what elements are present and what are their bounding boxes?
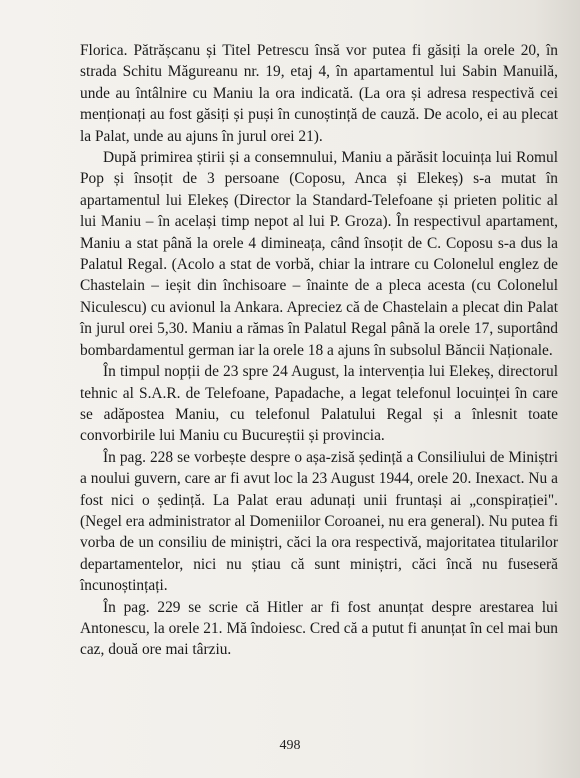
page-number: 498 — [279, 738, 301, 753]
paragraph-1: Florica. Pătrășcanu și Titel Petrescu însă vor putea fi găsiți la orele 20, în strada Schitu Măgureanu nr. 19, etaj 4, în apartamentul lui Sabin Manuilă, unde au întâlnire cu Maniu la ora indicată. (La ora și adresa respectivă cei menționați au fost găsiți și puși în cunoștință de cauză. De acolo, ei au plecat la Palat, unde au ajuns în jurul orei 21). — [80, 42, 558, 145]
body-text — [80, 40, 558, 661]
paragraph-3: În timpul nopții de 23 spre 24 August, la intervenția lui Elekeș, directorul tehnic al S.A.R. de Telefoane, Papadache, a legat telefonul locuinței în care se adăpostea Maniu, cu telefonul Palatului Regal și a înlesnit toate convorbirile lui Maniu cu Bucureștii și provincia. — [80, 363, 558, 445]
paragraph-4: În pag. 228 se vorbește despre o așa-zisă ședință a Consiliului de Miniștri a noului guvern, care ar fi avut loc la 23 August 1944, orele 20. Inexact. Nu a fost nici o ședință. La Palat erau adunați unii fruntași ai „conspirației". (Negel era administrator al Domeniilor Coroanei, nu era general). Nu putea fi vorba de un consiliu de miniștri, căci la ora respectivă, majoritatea titularilor departamentelor, nici nu știau că sunt miniștri, căci încă nu fuseseră încunoștințați. — [80, 448, 558, 595]
paragraph-2: După primirea știrii și a consemnului, Maniu a părăsit locuința lui Romul Pop și însoțit de 3 persoane (Coposu, Anca și Elekeș) s-a mutat în apartamentul lui Elekeș (Director la Standard-Telefoane și prieten politic al lui Maniu – în același timp nepot al lui P. Groza). În respectivul apartament, Maniu a stat până la orele 4 dimineața, când însoțit de C. Coposu s-a dus la Palatul Regal. (Acolo a stat de vorbă, chiar la intrare cu Colonelul englez de Chastelain – ieșit din închisoare – înainte de a pleca acesta (cu Colonelul Niculescu) cu avionul la Ankara. Apreciez că de Chastelain a plecat din Palat în jurul orei 5,30. Maniu a rămas în Palatul Regal până la orele 17, suportând bombardamentul german iar la orele 18 a ajuns în subsolul Băncii Naționale. — [80, 149, 558, 359]
paragraph-5: În pag. 229 se scrie că Hitler ar fi fost anunțat despre arestarea lui Antonescu, la orele 21. Mă îndoiesc. Cred că a putut fi anunțat în cel mai bun caz, două ore mai târziu. — [80, 598, 558, 659]
